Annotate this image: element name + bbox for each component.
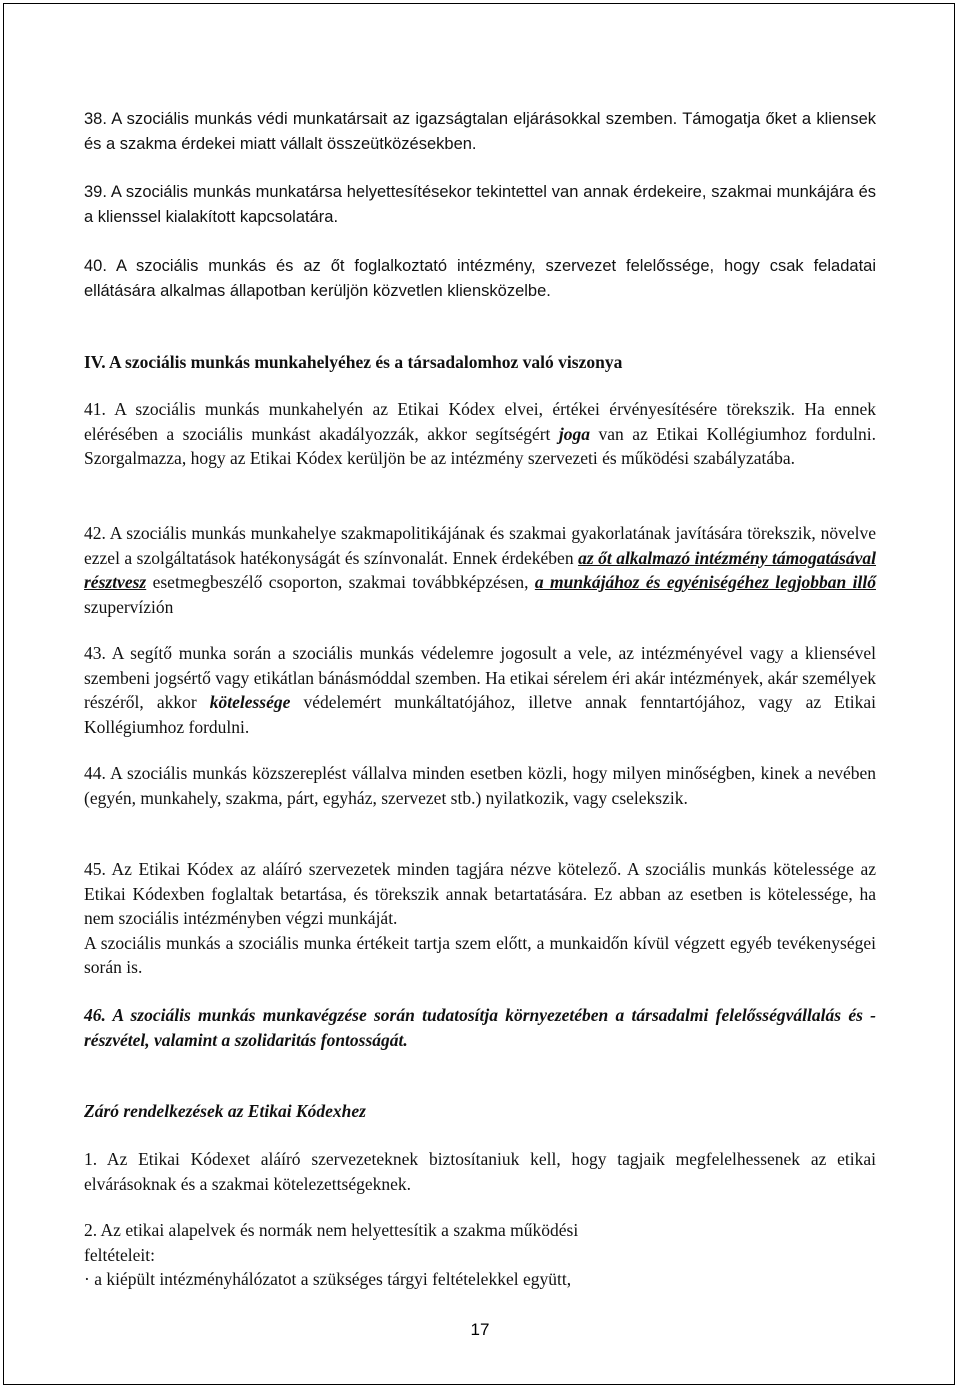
- page-number: 17: [470, 1320, 490, 1339]
- paragraph-38: 38. A szociális munkás védi munkatársait az igazságtalan eljárásokkal szemben. Támogatja őket a kliensek és a szakma érdekei miatt vállalt összeütközésekben.: [84, 110, 876, 153]
- closing-heading: Záró rendelkezések az Etikai Kódexhez: [84, 1101, 366, 1121]
- paragraph-45-b: A szociális munkás a szociális munka értékeit tartja szem előtt, a munkaidőn kívül végzett egyéb tevékenységei során is.: [84, 932, 876, 977]
- paragraph-45-a: 45. Az Etikai Kódex az aláíró szervezetek minden tagjára nézve kötelező. A szociális munkás kötelessége az Etikai Kódexben foglaltak betartása, és törekszik annak betartatására. Ez abban az esetben is kötelessége, ha nem szociális intézményben végzi munkáját.: [84, 859, 876, 928]
- paragraph-40: 40. A szociális munkás és az őt foglalkoztató intézmény, szervezet felelőssége, hogy csak feladatai ellátására alkalmas állapotban kerüljön közvetlen kliensközelbe.: [84, 257, 876, 300]
- closing-paragraph-2-line-3: · a kiépült intézményhálózatot a szükséges tárgyi feltételekkel együtt,: [84, 1269, 572, 1289]
- emphasis-intezmeny-tamogatas: az őt alkalmazó intézmény támogatásával résztvesz: [84, 547, 876, 592]
- emphasis-joga: joga: [558, 423, 591, 444]
- paragraph-43: 43. A segítő munka során a szociális munkás védelemre jogosult a vele, az intézményével vagy a kliensével szembeni jogsértő vagy etikátlan bánásmóddal szemben. Ha etikai sérelem éri akár intézmények, akár személyek részéről, akkor kötelessége védelemért munkáltatójához, illetve annak fenntartójához, vagy az Etikai Kollégiumhoz fordulni.: [84, 643, 876, 737]
- paragraph-41: 41. A szociális munkás munkahelyén az Etikai Kódex elvei, értékei érvényesítésére törekszik. Ha ennek elérésében a szociális munkást akadályozzák, akkor segítségért joga van az Etikai Kollégiumhoz fordulni. Szorgalmazza, hogy az Etikai Kódex kerüljön be az intézmény szervezeti és működési szabályzatába.: [84, 399, 876, 468]
- section-heading-iv: IV. A szociális munkás munkahelyéhez és a társadalomhoz való viszonya: [84, 352, 623, 372]
- emphasis-kotelessege: kötelessége: [209, 692, 291, 712]
- emphasis-szupervizio: a munkájához és egyéniségéhez legjobban illő: [534, 572, 876, 592]
- paragraph-44: 44. A szociális munkás közszereplést vállalva minden esetben közli, hogy milyen minőségben, kinek a nevében (egyén, munkahely, szakma, párt, egyház, szervezet stb.) nyilatkozik, vagy cselekszik.: [84, 763, 876, 808]
- paragraph-39: 39. A szociális munkás munkatársa helyettesítésekor tekintettel van annak érdekeire, szakmai munkájára és a klienssel kialakított kapcsolatára.: [84, 183, 876, 226]
- closing-paragraph-2-line-1: 2. Az etikai alapelvek és normák nem helyettesítik a szakma működési: [84, 1220, 579, 1240]
- paragraph-42: 42. A szociális munkás munkahelye szakmapolitikájának és szakmai gyakorlatának javítására törekszik, növelve ezzel a szolgáltatások hatékonyságát és színvonalát. Ennek érdekében az őt alkalmazó intézmény támogatásával résztvesz esetmegbeszélő csoporton, szakmai továbbképzésen, a munkájához és egyéniségéhez legjobban illő szupervízión: [84, 523, 876, 617]
- closing-paragraph-1: 1. Az Etikai Kódexet aláíró szervezeteknek biztosítaniuk kell, hogy tagjaik megfelelhessenek az etikai elvárásoknak és a szakmai kötelezettségeknek.: [84, 1149, 876, 1194]
- closing-paragraph-2: [84, 1218, 876, 1292]
- paragraph-46: 46. A szociális munkás munkavégzése során tudatosítja környezetében a társadalmi felelősségvállalás és -részvétel, valamint a szolidaritás fontosságát.: [84, 1005, 876, 1050]
- closing-paragraph-2-line-2: feltételeit:: [84, 1244, 155, 1265]
- paragraph-45: [84, 857, 876, 980]
